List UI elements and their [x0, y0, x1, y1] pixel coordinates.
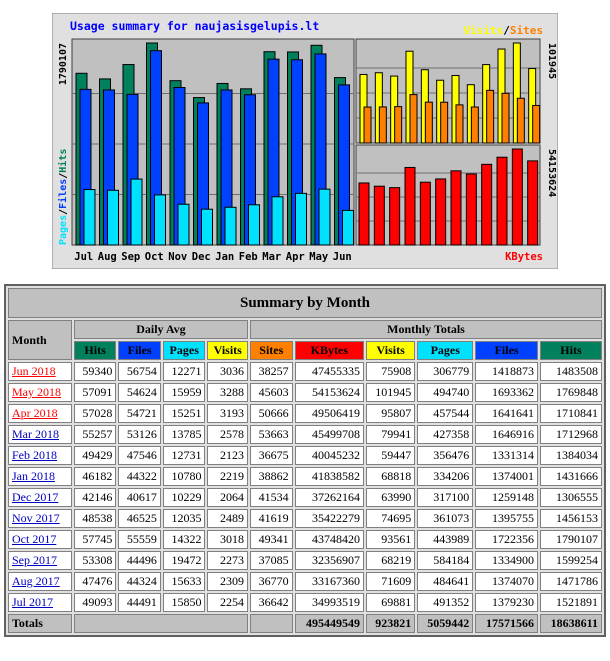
value-cell: 36675 — [250, 446, 293, 465]
value-cell: 317100 — [417, 488, 473, 507]
total-value-cell: 5059442 — [417, 614, 473, 633]
value-cell: 1769848 — [540, 383, 602, 402]
left-axis-label — [57, 149, 69, 245]
legend-part: / — [503, 24, 510, 37]
value-cell: 1790107 — [540, 530, 602, 549]
value-cell: 37085 — [250, 551, 293, 570]
value-cell: 44496 — [118, 551, 161, 570]
value-cell: 34993519 — [295, 593, 364, 612]
bar-pages-sep — [131, 179, 142, 245]
value-cell: 75908 — [366, 362, 415, 381]
bar-pages-jul — [84, 190, 95, 245]
month-link[interactable]: Nov 2017 — [12, 511, 60, 525]
value-cell: 36770 — [250, 572, 293, 591]
col-header-monthly-files: Files — [475, 341, 538, 360]
value-cell: 38257 — [250, 362, 293, 381]
month-link[interactable]: Jun 2018 — [12, 364, 56, 378]
totals-sites-blank — [250, 614, 293, 633]
value-cell: 38862 — [250, 467, 293, 486]
x-tick-label: Sep — [121, 251, 141, 263]
totals-row — [8, 614, 602, 633]
graph-title: Usage summary for naujasisgelupis.lt — [70, 19, 320, 33]
col-header-monthly-pages: Pages — [417, 341, 473, 360]
totals-spacer — [74, 614, 248, 633]
value-cell: 69881 — [366, 593, 415, 612]
value-cell: 1483508 — [540, 362, 602, 381]
col-header-daily-files: Files — [118, 341, 161, 360]
bar-sites-jan — [456, 105, 463, 143]
table-row — [8, 572, 602, 591]
month-link[interactable]: Sep 2017 — [12, 553, 57, 567]
x-tick-label: Dec — [191, 251, 211, 263]
value-cell: 3036 — [207, 362, 248, 381]
value-cell: 43748420 — [295, 530, 364, 549]
value-cell: 63990 — [366, 488, 415, 507]
bar-kbytes-jan — [451, 171, 461, 245]
value-cell: 12271 — [163, 362, 206, 381]
value-cell: 2254 — [207, 593, 248, 612]
value-cell: 54153624 — [295, 383, 364, 402]
bar-pages-feb — [249, 205, 260, 245]
value-cell: 47476 — [74, 572, 117, 591]
value-cell: 494740 — [417, 383, 473, 402]
value-cell: 44491 — [118, 593, 161, 612]
value-cell: 443989 — [417, 530, 473, 549]
bar-kbytes-apr — [497, 157, 507, 245]
value-cell: 1693362 — [475, 383, 538, 402]
month-cell — [8, 530, 72, 549]
x-tick-label: Apr — [285, 251, 305, 263]
col-header-monthly-kbytes: KBytes — [295, 341, 364, 360]
bar-pages-aug — [108, 190, 119, 245]
value-cell: 53308 — [74, 551, 117, 570]
month-cell — [8, 467, 72, 486]
value-cell: 44324 — [118, 572, 161, 591]
month-link[interactable]: Dec 2017 — [12, 490, 59, 504]
value-cell: 2219 — [207, 467, 248, 486]
value-cell: 95807 — [366, 404, 415, 423]
value-cell: 45499708 — [295, 425, 364, 444]
month-link[interactable]: Oct 2017 — [12, 532, 57, 546]
value-cell: 45603 — [250, 383, 293, 402]
value-cell: 361073 — [417, 509, 473, 528]
bar-kbytes-dec — [436, 179, 446, 245]
value-cell: 1641641 — [475, 404, 538, 423]
table-row — [8, 488, 602, 507]
month-cell — [8, 383, 72, 402]
value-cell: 53663 — [250, 425, 293, 444]
bar-sites-jun — [533, 105, 540, 143]
legend-part: Sites — [509, 24, 543, 37]
value-cell: 57091 — [74, 383, 117, 402]
usage-graph — [52, 13, 558, 269]
month-link[interactable]: Apr 2018 — [12, 406, 58, 420]
x-tick-label: May — [309, 251, 329, 263]
bar-sites-dec — [441, 102, 448, 143]
col-header-monthly-hits: Hits — [540, 341, 602, 360]
value-cell: 2489 — [207, 509, 248, 528]
value-cell: 457544 — [417, 404, 473, 423]
value-cell: 3193 — [207, 404, 248, 423]
month-cell — [8, 446, 72, 465]
bar-sites-may — [517, 98, 524, 143]
bar-kbytes-oct — [405, 167, 415, 245]
bar-pages-oct — [155, 195, 166, 245]
value-cell: 584184 — [417, 551, 473, 570]
value-cell: 3288 — [207, 383, 248, 402]
legend-visits-sites — [464, 24, 544, 37]
svg-text:Visits/Sites — [464, 24, 544, 37]
value-cell: 10229 — [163, 488, 206, 507]
value-cell: 1710841 — [540, 404, 602, 423]
bar-sites-oct — [410, 95, 417, 143]
value-cell: 46182 — [74, 467, 117, 486]
bar-sites-jul — [364, 107, 371, 143]
x-tick-label: Oct — [144, 251, 164, 263]
bar-sites-sep — [395, 107, 402, 143]
value-cell: 3018 — [207, 530, 248, 549]
value-cell: 1712968 — [540, 425, 602, 444]
bar-pages-dec — [202, 209, 213, 245]
value-cell: 36642 — [250, 593, 293, 612]
table-row — [8, 467, 602, 486]
month-link[interactable]: Jul 2017 — [12, 595, 54, 609]
value-cell: 10780 — [163, 467, 206, 486]
column-header-row — [8, 341, 602, 360]
bottom-right-axis-label: KBytes — [505, 251, 543, 263]
bar-pages-may — [319, 189, 330, 245]
value-cell: 491352 — [417, 593, 473, 612]
value-cell: 40617 — [118, 488, 161, 507]
value-cell: 1374001 — [475, 467, 538, 486]
value-cell: 306779 — [417, 362, 473, 381]
value-cell: 49093 — [74, 593, 117, 612]
value-cell: 1395755 — [475, 509, 538, 528]
value-cell: 49429 — [74, 446, 117, 465]
x-tick-label: Jul — [74, 251, 94, 263]
col-header-daily-pages: Pages — [163, 341, 206, 360]
value-cell: 49506419 — [295, 404, 364, 423]
x-tick-label: Mar — [262, 251, 282, 263]
month-cell — [8, 593, 72, 612]
axis-label-part: / — [58, 208, 69, 215]
value-cell: 46525 — [118, 509, 161, 528]
value-cell: 484641 — [417, 572, 473, 591]
bar-kbytes-nov — [420, 182, 430, 245]
month-link[interactable]: Aug 2017 — [12, 574, 60, 588]
value-cell: 1374070 — [475, 572, 538, 591]
value-cell: 74695 — [366, 509, 415, 528]
month-cell — [8, 509, 72, 528]
col-header-daily-visits: Visits — [207, 341, 248, 360]
bar-sites-nov — [425, 102, 432, 143]
value-cell: 15251 — [163, 404, 206, 423]
col-header-daily-hits: Hits — [74, 341, 117, 360]
total-value-cell: 17571566 — [475, 614, 538, 633]
bar-kbytes-feb — [466, 174, 476, 245]
value-cell: 13785 — [163, 425, 206, 444]
x-tick-label: Nov — [168, 251, 188, 263]
value-cell: 2273 — [207, 551, 248, 570]
value-cell: 42146 — [74, 488, 117, 507]
value-cell: 93561 — [366, 530, 415, 549]
value-cell: 55559 — [118, 530, 161, 549]
month-link[interactable]: Jan 2018 — [12, 469, 55, 483]
axis-label-part: Pages — [58, 214, 69, 245]
value-cell: 53126 — [118, 425, 161, 444]
bar-sites-apr — [502, 93, 509, 143]
bar-pages-jan — [225, 207, 236, 245]
month-cell — [8, 425, 72, 444]
month-cell — [8, 572, 72, 591]
value-cell: 1418873 — [475, 362, 538, 381]
value-cell: 54721 — [118, 404, 161, 423]
x-tick-label: Feb — [238, 251, 258, 263]
value-cell: 47546 — [118, 446, 161, 465]
value-cell: 334206 — [417, 467, 473, 486]
bar-kbytes-jul — [359, 183, 369, 245]
bar-kbytes-aug — [374, 186, 384, 245]
value-cell: 79941 — [366, 425, 415, 444]
value-cell: 1431666 — [540, 467, 602, 486]
bar-sites-mar — [487, 90, 494, 143]
month-cell — [8, 488, 72, 507]
value-cell: 2309 — [207, 572, 248, 591]
col-header-monthly-visits: Visits — [366, 341, 415, 360]
table-row — [8, 509, 602, 528]
col-header-monthly-sites: Sites — [250, 341, 293, 360]
bar-kbytes-may — [512, 149, 522, 245]
value-cell: 33167360 — [295, 572, 364, 591]
value-cell: 15959 — [163, 383, 206, 402]
value-cell: 35422279 — [295, 509, 364, 528]
value-cell: 41534 — [250, 488, 293, 507]
value-cell: 1521891 — [540, 593, 602, 612]
value-cell: 1471786 — [540, 572, 602, 591]
x-tick-label: Jan — [215, 251, 235, 263]
value-cell: 32356907 — [295, 551, 364, 570]
value-cell: 1646916 — [475, 425, 538, 444]
table-row — [8, 593, 602, 612]
top-right-axis-max-label: 101945 — [546, 43, 557, 80]
value-cell: 47455335 — [295, 362, 364, 381]
value-cell: 37262164 — [295, 488, 364, 507]
value-cell: 1334900 — [475, 551, 538, 570]
value-cell: 1384034 — [540, 446, 602, 465]
x-tick-label: Aug — [97, 251, 117, 263]
value-cell: 1331314 — [475, 446, 538, 465]
monthly-totals-header: Monthly Totals — [250, 320, 602, 339]
month-cell — [8, 362, 72, 381]
legend-part: Visits — [463, 24, 504, 37]
value-cell: 14322 — [163, 530, 206, 549]
value-cell: 68219 — [366, 551, 415, 570]
daily-avg-header: Daily Avg — [74, 320, 248, 339]
value-cell: 19472 — [163, 551, 206, 570]
value-cell: 57745 — [74, 530, 117, 549]
totals-label: Totals — [8, 614, 72, 633]
value-cell: 1456153 — [540, 509, 602, 528]
value-cell: 2578 — [207, 425, 248, 444]
value-cell: 55257 — [74, 425, 117, 444]
value-cell: 1599254 — [540, 551, 602, 570]
value-cell: 101945 — [366, 383, 415, 402]
axis-label-part: / — [58, 172, 69, 179]
bar-pages-nov — [178, 204, 189, 245]
value-cell: 50666 — [250, 404, 293, 423]
value-cell: 41619 — [250, 509, 293, 528]
bar-pages-apr — [296, 193, 307, 245]
value-cell: 56754 — [118, 362, 161, 381]
month-cell — [8, 404, 72, 423]
table-row — [8, 362, 602, 381]
summary-body — [8, 362, 602, 612]
bar-sites-aug — [379, 107, 386, 143]
summary-table — [4, 284, 606, 637]
bar-sites-feb — [471, 107, 478, 143]
value-cell: 59447 — [366, 446, 415, 465]
month-cell — [8, 551, 72, 570]
value-cell: 2123 — [207, 446, 248, 465]
value-cell: 71609 — [366, 572, 415, 591]
x-tick-label: Jun — [332, 251, 352, 263]
value-cell: 15850 — [163, 593, 206, 612]
value-cell: 68818 — [366, 467, 415, 486]
bar-kbytes-jun — [528, 161, 538, 245]
value-cell: 12731 — [163, 446, 206, 465]
bar-pages-mar — [272, 197, 283, 245]
value-cell: 1259148 — [475, 488, 538, 507]
left-axis-max-label: 1790107 — [58, 43, 69, 86]
bar-pages-jun — [343, 210, 354, 245]
table-row — [8, 404, 602, 423]
value-cell: 1722356 — [475, 530, 538, 549]
axis-label-part: Files — [58, 178, 69, 209]
bar-kbytes-sep — [390, 188, 400, 245]
table-row — [8, 446, 602, 465]
value-cell: 15633 — [163, 572, 206, 591]
value-cell: 356476 — [417, 446, 473, 465]
total-value-cell: 18638611 — [540, 614, 602, 633]
value-cell: 41838582 — [295, 467, 364, 486]
value-cell: 1306555 — [540, 488, 602, 507]
summary-title: Summary by Month — [8, 288, 602, 318]
total-value-cell: 495449549 — [295, 614, 364, 633]
table-row — [8, 551, 602, 570]
value-cell: 48538 — [74, 509, 117, 528]
value-cell: 44322 — [118, 467, 161, 486]
table-row — [8, 425, 602, 444]
value-cell: 57028 — [74, 404, 117, 423]
month-link[interactable]: May 2018 — [12, 385, 61, 399]
total-value-cell: 923821 — [366, 614, 415, 633]
month-link[interactable]: Mar 2018 — [12, 427, 59, 441]
value-cell: 54624 — [118, 383, 161, 402]
value-cell: 40045232 — [295, 446, 364, 465]
month-header: Month — [8, 320, 72, 360]
table-row — [8, 530, 602, 549]
month-link[interactable]: Feb 2018 — [12, 448, 57, 462]
bar-kbytes-mar — [482, 164, 492, 245]
value-cell: 12035 — [163, 509, 206, 528]
axis-label-part: Hits — [58, 148, 69, 173]
value-cell: 427358 — [417, 425, 473, 444]
value-cell: 49341 — [250, 530, 293, 549]
table-row — [8, 383, 602, 402]
value-cell: 59340 — [74, 362, 117, 381]
value-cell: 2064 — [207, 488, 248, 507]
bottom-right-axis-max-label: 54153624 — [546, 149, 557, 198]
value-cell: 1379230 — [475, 593, 538, 612]
